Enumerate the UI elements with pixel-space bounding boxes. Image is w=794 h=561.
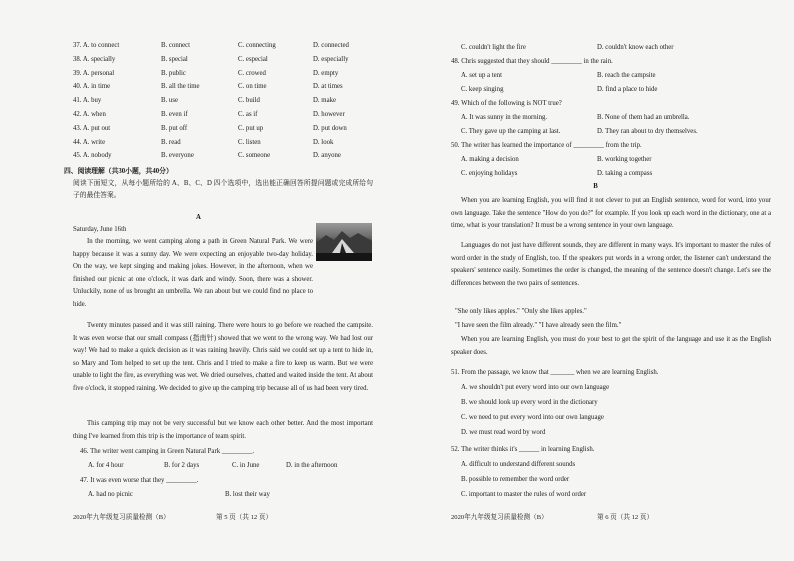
q49-option-a: A. It was sunny in the morning. — [461, 114, 548, 121]
q51-option-d: D. we must read word by word — [461, 429, 546, 436]
cloze-option-row — [73, 53, 373, 67]
q50-option-a: A. making a decision — [461, 156, 519, 163]
cloze-option-row — [73, 67, 373, 81]
passage-b-paragraph-2: Languages do not just have different sounds, they are different in many ways. It's important to master the rules of word order in the study of English, too. If the speakers put words in a wrong order, the listener can't understand the speakers' sentence easily. Sometimes the order is changed, the meaning of the sentence doesn't change. Let's see the differences between the two pairs of sentences. — [451, 242, 771, 287]
cloze-option-b: B. public — [161, 69, 186, 77]
footer-left: 2020年九年级复习质量检测（B） — [451, 514, 548, 521]
q46-option-c: C. in June — [232, 462, 260, 469]
q46-option-d: D. in the afternoon — [286, 462, 338, 469]
right-page — [397, 0, 794, 561]
section-instruction: 阅读下面短文，从每小题所给的 A、B、C、D 四个选项中，选出能正确回答所提问题或完成所给句子的最佳答案。 — [73, 180, 373, 199]
date-line: Saturday, June 16th — [73, 226, 127, 233]
cloze-option-b: B. connect — [161, 42, 191, 49]
cloze-option-d: D. put down — [313, 124, 347, 132]
question-47: 47. It was even worse that they _________. — [80, 477, 199, 484]
cloze-option-num: 39. A. personal — [73, 69, 115, 77]
q50-option-b: B. working together — [597, 156, 652, 163]
q47-option-b: B. lost their way — [225, 491, 270, 498]
q51-option-b: B. we should look up every word in the dictionary — [461, 399, 598, 406]
cloze-option-b: B. special — [161, 55, 188, 63]
q52-option-a: A. difficult to understand different sounds — [461, 461, 576, 468]
cloze-option-row — [73, 94, 373, 108]
cloze-option-c: C. on time — [238, 83, 267, 91]
cloze-option-num: 37. A. to connect — [73, 42, 120, 49]
cloze-option-d: D. anyone — [313, 152, 341, 160]
q46-option-a: A. for 4 hour — [88, 462, 124, 469]
cloze-option-d: D. however — [313, 110, 345, 118]
cloze-option-d: D. look — [313, 138, 334, 146]
q49-option-c: C. They gave up the camping at last. — [461, 128, 561, 135]
q50-option-c: C. enjoying holidays — [461, 170, 518, 177]
cloze-option-num: 41. A. buy — [73, 97, 102, 105]
q52-option-c: C. important to master the rules of word order — [461, 491, 587, 498]
cloze-option-b: B. everyone — [161, 152, 194, 160]
question-52: 52. The writer thinks it's ______ in learning English. — [451, 446, 595, 453]
question-49: 49. Which of the following is NOT true? — [451, 100, 562, 107]
question-48: 48. Chris suggested that they should _________ in the rain. — [451, 58, 613, 65]
cloze-option-num: 44. A. write — [73, 138, 106, 146]
cloze-options — [73, 39, 373, 163]
question-51: 51. From the passage, we know that _______ when we are learning English. — [451, 369, 659, 376]
cloze-option-d: D. especially — [313, 55, 349, 63]
q48-option-c: C. keep singing — [461, 86, 504, 93]
footer-left: 2020年九年级复习质量检测（B） — [73, 514, 170, 521]
q51-option-a: A. we shouldn't put every word into our own language — [461, 384, 610, 391]
cloze-option-c: C. crowed — [238, 69, 266, 77]
cloze-option-row — [73, 122, 373, 136]
cloze-option-b: B. all the time — [161, 83, 200, 91]
cloze-option-c: C. put up — [238, 124, 264, 132]
passage-a-paragraph-2: Twenty minutes passed and it was still raining. There were hours to go before we reached the campsite. It was even worse that our small compass (指南针) showed that we went to the wrong way. We had lost our way! We had to make a quick decision as it was raining heavily. Chris said we could set up a tent to hide in, so Mary and Tom helped to set up the tent. Chris and I tried to make a fire to keep us warm. But we were unable to light the fire, as everything was wet. We dried ourselves, chatted and waited inside the tent. At about five o'clock, it stopped raining. We decided to give up the camping trip because all of us had been very tired. — [73, 322, 374, 392]
cloze-option-num: 43. A. put out — [73, 124, 111, 132]
q48-option-a: A. set up a tent — [461, 72, 502, 79]
passage-b-label: B — [593, 183, 598, 190]
section-heading: 四、阅读理解（共30小题，共40分） — [64, 168, 173, 175]
q49-option-d: D. They ran about to dry themselves. — [597, 128, 698, 135]
q46-option-b: B. for 2 days — [164, 462, 200, 469]
q51-option-c: C. we need to put every word into our own language — [461, 414, 604, 421]
cloze-option-c: C. listen — [238, 138, 261, 146]
q47-option-c: C. couldn't light the fire — [461, 44, 526, 51]
q48-option-d: D. find a place to hide — [597, 86, 658, 93]
question-46: 46. The writer went camping in Green Natural Park _________. — [80, 448, 255, 455]
passage-b-paragraph-1: When you are learning English, you will find it not clever to put an English sentence, word for word, into your own language. Take the sentence "How do you do?" for example. If you look up each word in the dictionary, one at a time, what is your translation? It must be a wrong sentence in your own language. — [451, 197, 771, 230]
cloze-option-d: D. at times — [313, 83, 343, 91]
passage-a-paragraph-3: This camping trip may not be very successful but we know each other better. And the most important thing I've learned from this trip is the importance of team spirit. — [73, 420, 373, 440]
q48-option-b: B. reach the campsite — [597, 72, 656, 79]
footer-page-number: 第 6 页（共 12 页） — [597, 514, 654, 521]
cloze-option-row — [73, 149, 373, 163]
cloze-option-row — [73, 108, 373, 122]
cloze-option-d: D. empty — [313, 69, 339, 77]
example-sentence-1: "She only likes apples." "Only she likes apples." — [455, 308, 587, 315]
q47-option-d: D. couldn't know each other — [597, 44, 674, 51]
cloze-option-d: D. make — [313, 97, 337, 105]
passage-b-paragraph-3: When you are learning English, you must do your best to get the spirit of the language and use it as the English speaker does. — [451, 336, 771, 356]
passage-a-label: A — [196, 214, 201, 221]
cloze-option-row — [73, 136, 373, 150]
cloze-option-num: 42. A. when — [73, 110, 106, 118]
cloze-option-row — [73, 80, 373, 94]
q49-option-b: B. None of them had an umbrella. — [597, 114, 690, 121]
cloze-option-b: B. put off — [161, 124, 188, 132]
q47-option-a: A. had no picnic — [88, 491, 133, 498]
cloze-option-num: 38. A. specially — [73, 55, 116, 63]
example-sentence-2: "I have seen the film already." "I have already seen the film." — [455, 322, 622, 329]
q52-option-b: B. possible to remember the word order — [461, 476, 570, 483]
cloze-option-c: C. especial — [238, 55, 268, 63]
cloze-option-b: B. read — [161, 138, 181, 146]
cloze-option-num: 45. A. nobody — [73, 152, 112, 160]
cloze-option-num: 40. A. in time — [73, 83, 111, 91]
cloze-option-row — [73, 39, 373, 53]
camping-photo — [316, 223, 372, 261]
cloze-option-d: D. connected — [313, 42, 349, 49]
footer-page-number: 第 5 页（共 12 页） — [216, 514, 273, 521]
cloze-option-b: B. use — [161, 97, 178, 105]
q50-option-d: D. taking a compass — [597, 170, 653, 177]
passage-a-paragraph-1: In the morning, we went camping along a path in Green Natural Park. We were happy because it was a sunny day. We were expecting an enjoyable two-day holiday. On the way, we kept singing and making jokes. However, in the afternoon, when we finished our picnic at one o'clock, it was dark and windy. Soon, there was a shower. Unluckily, none of us brought an umbrella. We ran about but we could find no place to hide. — [73, 238, 313, 308]
question-50: 50. The writer has learned the importance of _________ from the trip. — [451, 142, 642, 149]
cloze-option-c: C. as if — [238, 110, 258, 118]
cloze-option-b: B. even if — [161, 110, 188, 118]
cloze-option-c: C. build — [238, 97, 260, 105]
cloze-option-c: C. someone — [238, 152, 271, 160]
cloze-option-c: C. connecting — [238, 42, 276, 49]
